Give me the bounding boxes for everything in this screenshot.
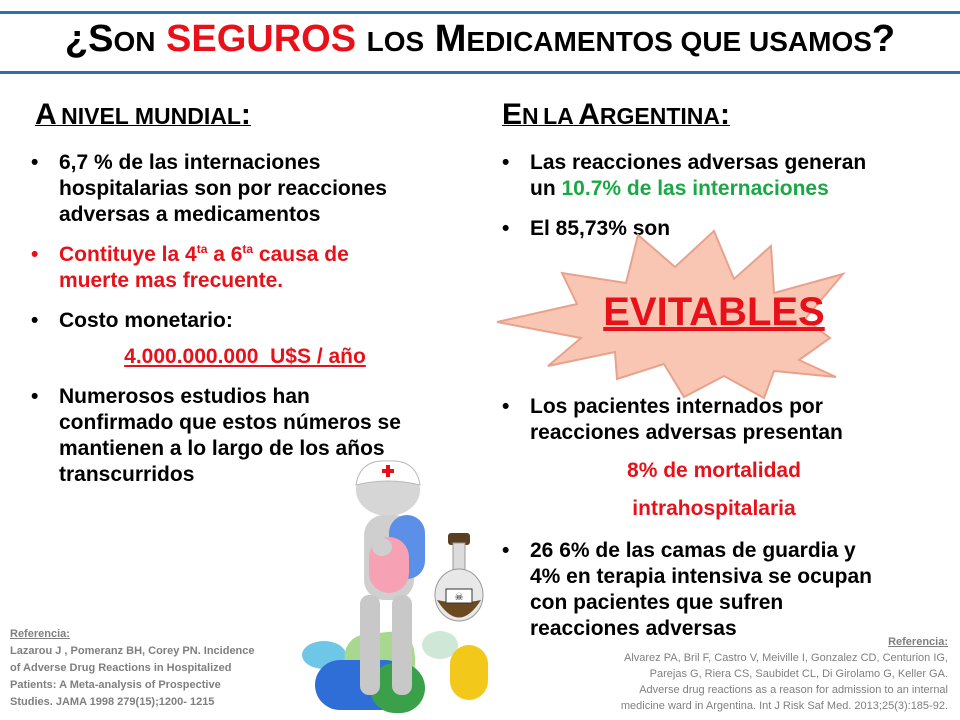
title-underline <box>0 71 960 74</box>
reference-right: Referencia: Alvarez PA, Bril F, Castro V, Meiville I, Gonzalez CD, Centurion IG, Parejas G, Riera CS, Saubidet CL, Di Girolamo G, Keller GA. Adverse drug reactions as a reason for admission to an internal medicine ward in Argentina. Int J Risk Saf Med. 2013;25(3):185-92. <box>620 636 948 712</box>
page-title: ¿SON SEGUROS LOS MEDICAMENTOS QUE USAMOS? <box>64 18 896 60</box>
mortality-line-1: 8% de mortalidad <box>627 459 801 482</box>
title-emphasis: SEGUROS <box>166 18 357 60</box>
reference-left: Referencia: Lazarou J , Pomeranz BH, Corey PN. Incidence of Adverse Drug Reactions in Hospitalized Patients: A Meta-analysis of Prospective Studies. JAMA 1998 279(15);1200- 1215 <box>10 628 255 708</box>
percent-internaciones: 10.7% de las internaciones <box>561 177 829 200</box>
mortality-line-2: intrahospitalaria <box>632 497 796 520</box>
left-bullet-2: • Contituye la $4^{ta}$ a $6^{ta}$ causa de muerte mas frecuente. <box>31 242 349 292</box>
top-rule <box>0 11 960 14</box>
pharmacist-illustration <box>290 455 510 720</box>
right-heading: EN LA ARGENTINA: <box>502 98 731 131</box>
flask-icon <box>435 533 483 621</box>
evitables-label: EVITABLES <box>603 290 825 334</box>
right-bullet-2: • El 85,73% son <box>502 217 671 240</box>
right-bullet-3: • Los pacientes internados por reacciones adversas presentan <box>502 395 843 444</box>
right-bullet-4: • 26 6% de las camas de guardia y 4% en terapia intensiva se ocupan con pacientes que sufren reacciones adversas <box>502 539 872 640</box>
right-bullet-1: • Las reacciones adversas generan un 10.7% de las internaciones <box>502 151 867 200</box>
left-bullet-3: • Costo monetario: <box>31 309 233 332</box>
svg-text:☠: ☠ <box>454 592 464 603</box>
left-bullet-1: • 6,7 % de las internaciones hospitalarias son por reacciones adversas a medicamentos <box>31 151 387 226</box>
left-heading: A NIVEL MUNDIAL: <box>35 98 251 131</box>
left-bullet-4: • Numerosos estudios han confirmado que estos números se mantienen a lo largo de los años transcurridos <box>31 385 401 486</box>
cost-value: 4.000.000.000 U$S / año <box>124 345 366 368</box>
